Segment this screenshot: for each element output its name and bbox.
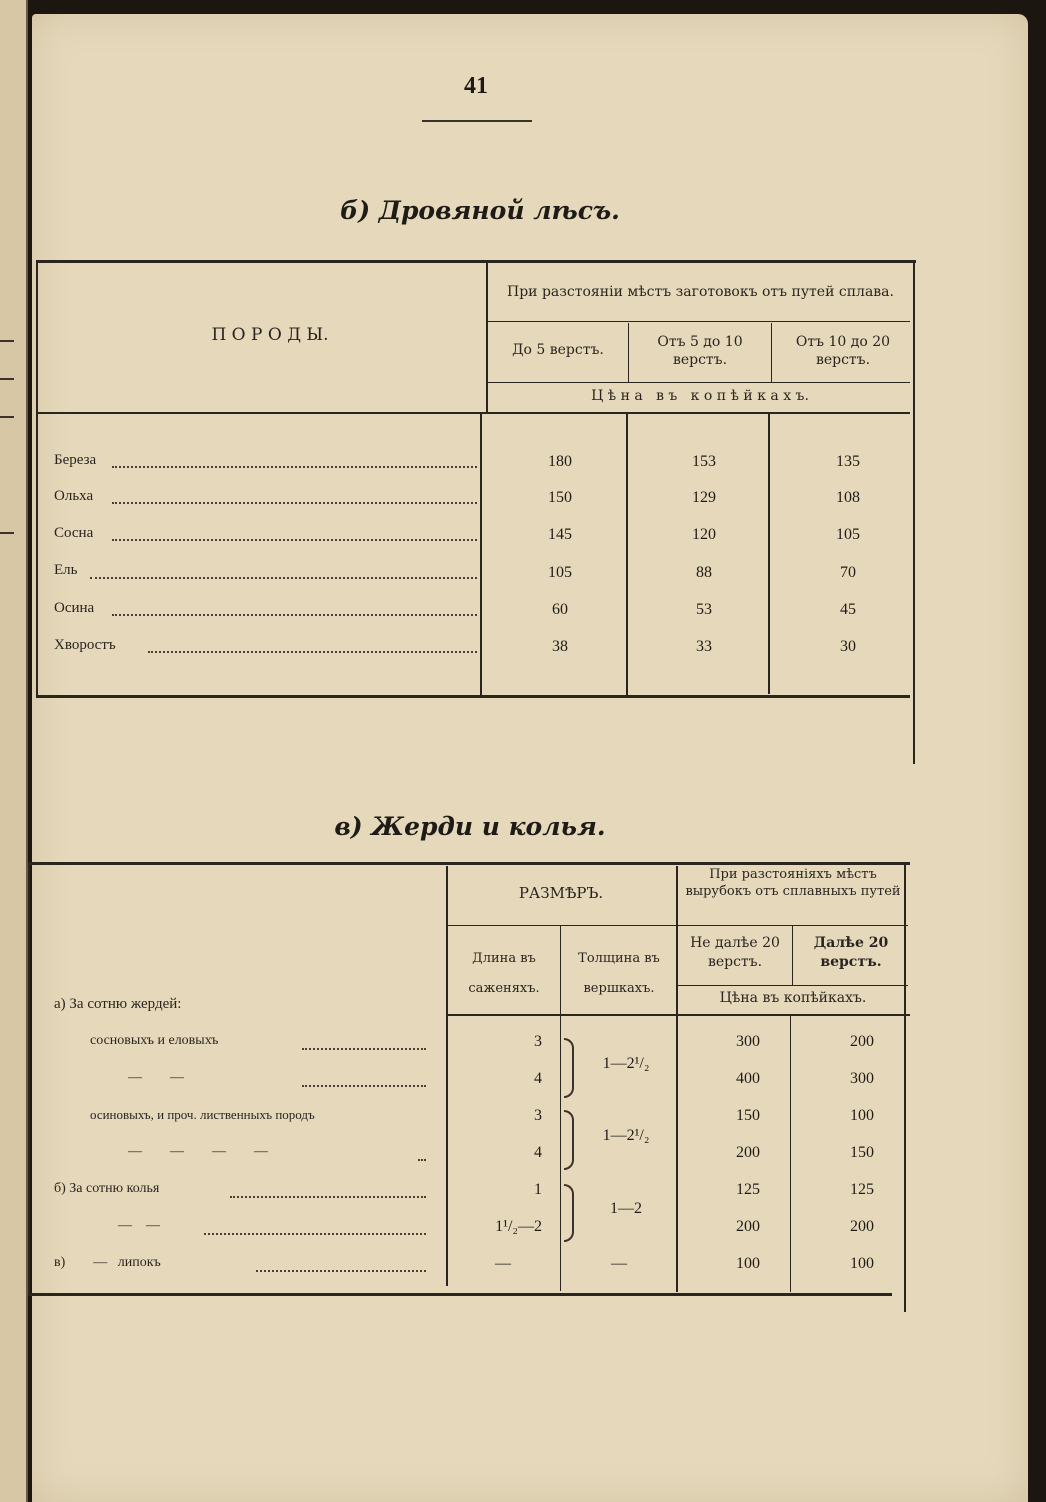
brace-icon: [564, 1038, 574, 1098]
breeds-header: П О Р О Д Ы.: [211, 325, 329, 345]
far-price-cell: 100: [850, 1255, 874, 1272]
brace-icon: [564, 1184, 574, 1242]
value-cell: 30: [840, 638, 856, 655]
value-cell: 120: [692, 526, 716, 543]
breed-name: Осина: [54, 600, 95, 616]
value-cell: 108: [836, 489, 860, 506]
col-5-to-10: Отъ 5 до 10 верстъ.: [657, 334, 743, 368]
value-cell: 145: [548, 526, 572, 543]
value-cell: 105: [836, 526, 860, 543]
length-cell: 3: [534, 1033, 542, 1050]
row-label: — — — —: [128, 1144, 268, 1159]
breed-name: Ель: [54, 562, 78, 578]
row-label: б) За сотню колья: [54, 1181, 160, 1196]
row-label: в) — липокъ: [54, 1255, 161, 1270]
value-cell: 70: [840, 564, 856, 581]
value-cell: 88: [696, 564, 712, 581]
far-header: Далѣе 20 верстъ.: [813, 935, 889, 970]
length-header: Длина въ саженяхъ.: [468, 951, 540, 996]
row-label: — —: [118, 1218, 160, 1233]
length-cell: 1: [534, 1181, 542, 1198]
group-a-label: а) За сотню жердей:: [54, 996, 182, 1012]
thickness-group: 1—2¹/₂: [602, 1127, 650, 1144]
breed-name: Хворостъ: [54, 637, 116, 653]
size-header: РАЗМѢРЪ.: [518, 884, 604, 902]
price-header: Ц ѣ н а в ъ к о п ѣ й к а х ъ.: [591, 388, 809, 404]
thickness-group: 1—2¹/₂: [602, 1055, 650, 1072]
page-number: 41: [464, 73, 488, 99]
row-label: осиновыхъ, и проч. лиственныхъ породъ: [90, 1107, 315, 1122]
near-price-cell: 125: [736, 1181, 760, 1198]
near-price-cell: 100: [736, 1255, 760, 1272]
near-price-cell: 150: [736, 1107, 760, 1124]
breed-name: Сосна: [54, 525, 94, 541]
col-up-to-5: До 5 верстъ.: [512, 342, 604, 358]
section-b-title: б) Дровяной лѣсъ.: [340, 196, 620, 225]
length-cell: 3: [534, 1107, 542, 1124]
value-cell: 53: [696, 601, 712, 618]
page-number-rule: [422, 120, 532, 122]
far-price-cell: 125: [850, 1181, 874, 1198]
far-price-cell: 200: [850, 1033, 874, 1050]
value-cell: 180: [548, 453, 572, 470]
row-label: — —: [128, 1070, 184, 1085]
value-cell: 38: [552, 638, 568, 655]
breed-name: Береза: [54, 452, 97, 468]
far-price-cell: 100: [850, 1107, 874, 1124]
value-cell: 33: [696, 638, 712, 655]
distance-header: При разстояніи мѣстъ заготовокъ отъ путей сплава.: [507, 284, 894, 300]
row-label: сосновыхъ и еловыхъ: [90, 1033, 219, 1048]
near-price-cell: 400: [736, 1070, 760, 1087]
previous-page-edge: [0, 0, 28, 1502]
near-header: Не далѣе 20 верстъ.: [690, 935, 780, 970]
thickness-header: Толщина въ вершкахъ.: [578, 951, 660, 996]
value-cell: 105: [548, 564, 572, 581]
near-price-cell: 200: [736, 1144, 760, 1161]
far-price-cell: 150: [850, 1144, 874, 1161]
near-price-cell: 200: [736, 1218, 760, 1235]
document-page: [32, 14, 1028, 1502]
length-cell: —: [495, 1255, 511, 1272]
value-cell: 45: [840, 601, 856, 618]
brace-icon: [564, 1110, 574, 1170]
value-cell: 129: [692, 489, 716, 506]
col-10-to-20: Отъ 10 до 20 верстъ.: [795, 334, 891, 368]
breed-name: Ольха: [54, 488, 94, 504]
thickness-cell: —: [611, 1255, 627, 1272]
length-cell: 4: [534, 1144, 542, 1161]
value-cell: 150: [548, 489, 572, 506]
value-cell: 153: [692, 453, 716, 470]
near-price-cell: 300: [736, 1033, 760, 1050]
price-header: Цѣна въ копѣйкахъ.: [719, 990, 867, 1006]
value-cell: 60: [552, 601, 568, 618]
length-cell: 1¹/₂—2: [495, 1218, 542, 1235]
section-v-title: в) Жерди и колья.: [334, 812, 606, 841]
length-cell: 4: [534, 1070, 542, 1087]
distance-header: При разстояніяхъ мѣстъ вырубокъ отъ сплавныхъ путей: [685, 867, 901, 899]
far-price-cell: 200: [850, 1218, 874, 1235]
value-cell: 135: [836, 453, 860, 470]
far-price-cell: 300: [850, 1070, 874, 1087]
thickness-group: 1—2: [610, 1200, 642, 1217]
